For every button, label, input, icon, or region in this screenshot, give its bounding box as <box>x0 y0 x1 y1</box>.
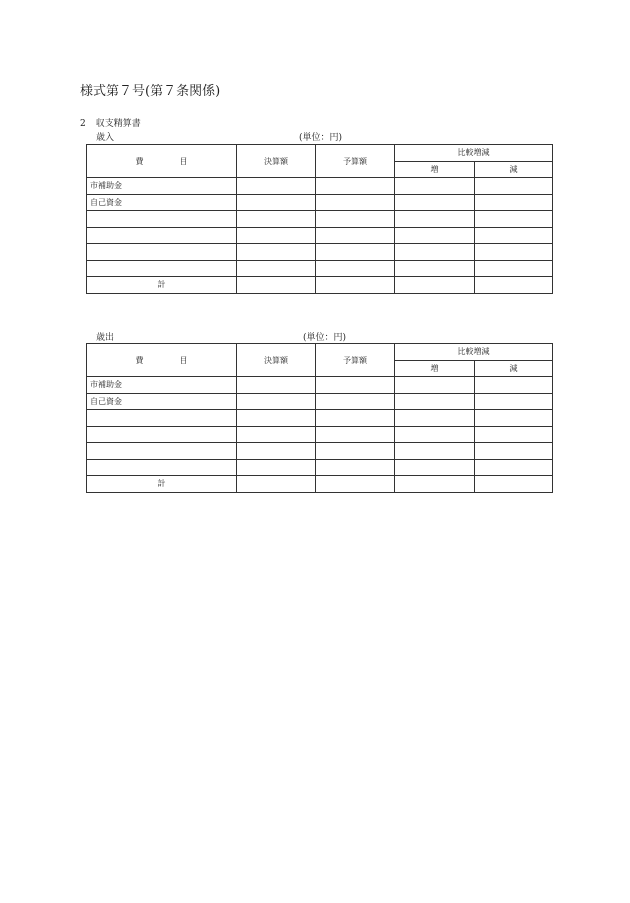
header-item: 費 目 <box>87 344 237 377</box>
expenditure-label: 歳出 <box>96 333 115 343</box>
revenue-unit: (単位：円) <box>299 133 343 143</box>
header-budget: 予算額 <box>316 344 395 377</box>
table-row <box>87 377 553 394</box>
row-item[interactable] <box>87 260 237 277</box>
header-decrease: 減 <box>475 360 553 377</box>
row-item[interactable]: 市補助金 <box>87 178 237 195</box>
total-label: 計 <box>87 476 237 493</box>
row-item[interactable] <box>87 410 237 427</box>
expenditure-table <box>86 343 553 493</box>
table-row <box>87 211 553 228</box>
total-label: 計 <box>87 277 237 294</box>
revenue-table <box>86 144 553 294</box>
section-number: 2 <box>80 119 86 129</box>
table-row <box>87 227 553 244</box>
total-row <box>87 277 553 294</box>
row-item[interactable] <box>87 443 237 460</box>
header-budget: 予算額 <box>316 145 395 178</box>
total-row <box>87 476 553 493</box>
table-row <box>87 260 553 277</box>
revenue-label: 歳入 <box>96 133 115 143</box>
table-row <box>87 194 553 211</box>
header-increase: 増 <box>395 161 475 178</box>
header-increase: 増 <box>395 360 475 377</box>
form-title: 様式第７号(第７条関係) <box>80 84 221 99</box>
table-row <box>87 410 553 427</box>
header-settlement: 決算額 <box>237 145 316 178</box>
table-row <box>87 244 553 261</box>
table-row <box>87 426 553 443</box>
row-item[interactable] <box>87 227 237 244</box>
table-row <box>87 178 553 195</box>
section-heading <box>80 116 141 129</box>
section-title: 収支精算書 <box>95 119 141 129</box>
header-comparison: 比較増減 <box>395 344 553 361</box>
row-item[interactable] <box>87 459 237 476</box>
header-comparison: 比較増減 <box>395 145 553 162</box>
header-decrease: 減 <box>475 161 553 178</box>
table-row <box>87 443 553 460</box>
row-item[interactable] <box>87 244 237 261</box>
header-settlement: 決算額 <box>237 344 316 377</box>
table-row <box>87 393 553 410</box>
row-item[interactable]: 市補助金 <box>87 377 237 394</box>
row-item[interactable]: 自己資金 <box>87 393 237 410</box>
header-item: 費 目 <box>87 145 237 178</box>
row-item[interactable] <box>87 426 237 443</box>
table-row <box>87 459 553 476</box>
row-item[interactable] <box>87 211 237 228</box>
row-item[interactable]: 自己資金 <box>87 194 237 211</box>
expenditure-unit: (単位：円) <box>303 333 347 343</box>
